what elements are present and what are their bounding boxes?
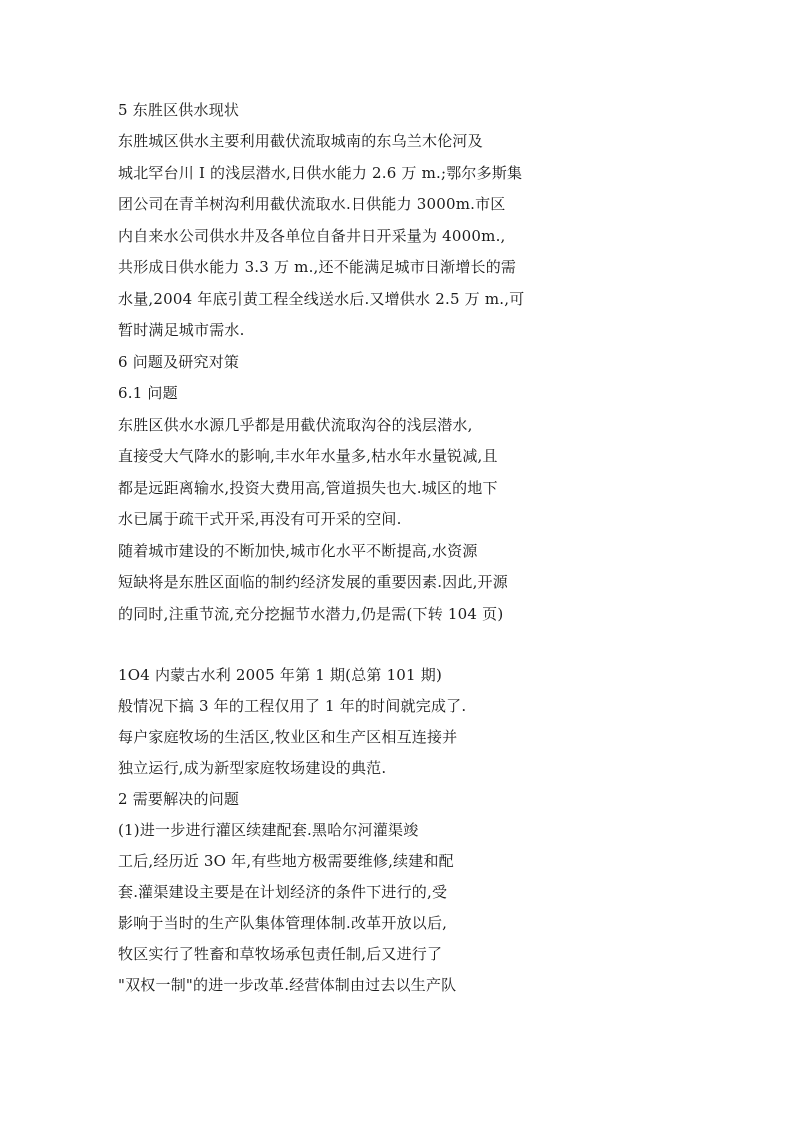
text-line: "双权一制"的进一步改革.经营体制由过去以生产队: [118, 976, 457, 994]
section-heading: 2 需要解决的问题: [118, 790, 240, 808]
text-line: 短缺将是东胜区面临的制约经济发展的重要因素.因此,开源: [118, 573, 508, 591]
text-line: 影响于当时的生产队集体管理体制.改革开放以后,: [118, 914, 448, 932]
text-line: 团公司在青羊树沟利用截伏流取水.日供能力 3000m.市区: [118, 195, 506, 213]
text-line: 暂时满足城市需水.: [118, 321, 245, 339]
text-line: 工后,经历近 3O 年,有些地方极需要维修,续建和配: [118, 852, 454, 870]
text-line: 随着城市建设的不断加快,城市化水平不断提高,水资源: [118, 542, 478, 560]
text-line: 般情况下搞 3 年的工程仅用了 1 年的时间就完成了.: [118, 697, 467, 715]
text-line: (1)进一步进行灌区续建配套.黑哈尔河灌渠竣: [118, 821, 419, 839]
section-heading: 5 东胜区供水现状: [118, 101, 240, 119]
text-line: 都是远距离输水,投资大费用高,管道损失也大.城区的地下: [118, 479, 498, 497]
text-line: 水量,2004 年底引黄工程全线送水后.又增供水 2.5 万 m.,可: [118, 290, 525, 308]
text-line: 牧区实行了牲畜和草牧场承包责任制,后又进行了: [118, 945, 443, 963]
journal-header: 1O4 内蒙古水利 2005 年第 1 期(总第 101 期): [118, 666, 443, 684]
text-line: 套.灌渠建设主要是在计划经济的条件下进行的,受: [118, 883, 448, 901]
text-line: 共形成日供水能力 3.3 万 m.,还不能满足城市日渐增长的需: [118, 258, 517, 276]
text-line: 独立运行,成为新型家庭牧场建设的典范.: [118, 759, 387, 777]
text-line: 内自来水公司供水井及各单位自备井日开采量为 4000m.,: [118, 227, 506, 245]
text-line: 东胜区供水水源几乎都是用截伏流取沟谷的浅层潜水,: [118, 416, 473, 434]
text-line: 的同时,注重节流,充分挖掘节水潜力,仍是需(下转 104 页): [118, 605, 504, 623]
text-line: 每户家庭牧场的生活区,牧业区和生产区相互连接并: [118, 728, 458, 746]
text-line: 城北罕台川 I 的浅层潜水,日供水能力 2.6 万 m.;鄂尔多斯集: [118, 164, 523, 182]
text-line: 水已属于疏干式开采,再没有可开采的空间.: [118, 510, 402, 528]
section-heading: 6 问题及研究对策: [118, 353, 240, 371]
text-line: 直接受大气降水的影响,丰水年水量多,枯水年水量锐减,且: [118, 447, 498, 465]
subsection-heading: 6.1 问题: [118, 384, 178, 402]
text-line: 东胜城区供水主要利用截伏流取城南的东乌兰木伦河及: [118, 132, 483, 150]
